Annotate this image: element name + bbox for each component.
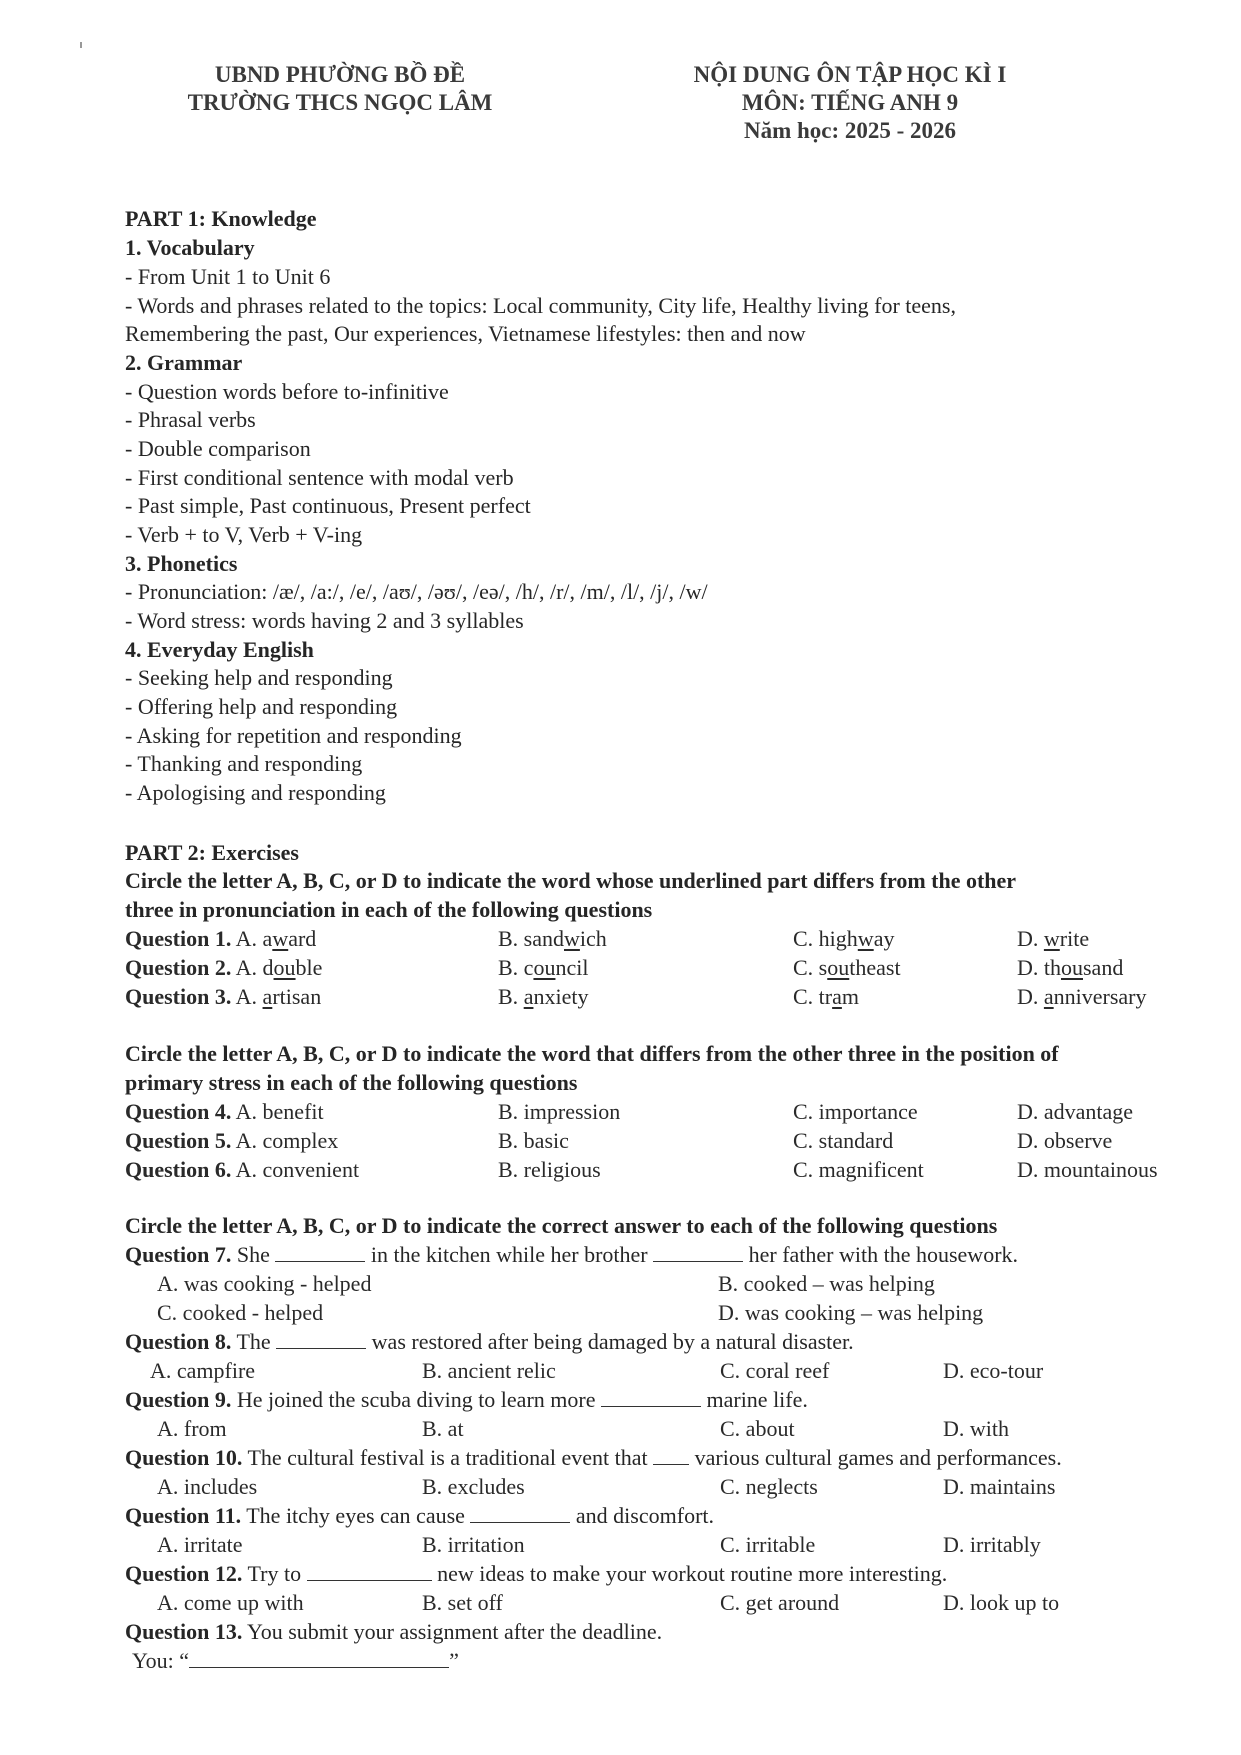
option-c[interactable]: C. standard — [793, 1128, 894, 1153]
vocab-item: Remembering the past, Our experiences, Vietnamese lifestyles: then and now — [125, 321, 806, 346]
option-b[interactable]: B. ancient relic — [422, 1358, 556, 1383]
option-a[interactable]: A. includes — [157, 1474, 258, 1499]
option-d[interactable]: D. advantage — [1017, 1099, 1134, 1124]
vocab-item: - Words and phrases related to the topics: Local community, City life, Healthy living for teens, — [125, 293, 956, 318]
option-b[interactable]: B. cooked – was helping — [718, 1271, 935, 1296]
option-d[interactable]: D. was cooking – was helping — [718, 1300, 984, 1325]
everyday-item: - Asking for repetition and responding — [125, 723, 462, 748]
option-a[interactable]: A. irritate — [157, 1532, 243, 1557]
everyday-item: - Offering help and responding — [125, 694, 398, 719]
header-left-line2: TRƯỜNG THCS NGỌC LÂM — [187, 90, 493, 115]
scan-mark — [80, 42, 82, 48]
grammar-item: - Double comparison — [125, 436, 311, 461]
option-d[interactable]: D. mountainous — [1017, 1157, 1158, 1182]
answer-blank[interactable] — [307, 1562, 432, 1581]
option-d[interactable]: D. anniversary — [1017, 984, 1147, 1009]
grammar-item: - Phrasal verbs — [125, 407, 256, 432]
option-c[interactable]: C. magnificent — [793, 1157, 924, 1182]
answer-blank[interactable] — [276, 1330, 366, 1349]
question-2 — [125, 955, 322, 981]
part2-title: PART 2: Exercises — [125, 840, 299, 865]
question-11: Question 11. The itchy eyes can cause and discomfort. — [125, 1503, 715, 1528]
option-c[interactable]: C. southeast — [793, 955, 901, 980]
option-b[interactable]: B. council — [498, 955, 589, 980]
option-a[interactable]: A. artisan — [235, 984, 322, 1009]
option-c[interactable]: C. importance — [793, 1099, 918, 1124]
option-a[interactable]: A. award — [235, 926, 317, 951]
stress-instruction: primary stress in each of the following questions — [125, 1070, 578, 1095]
everyday-title: 4. Everyday English — [125, 637, 314, 662]
option-c[interactable]: C. coral reef — [720, 1358, 830, 1383]
option-c[interactable]: C. cooked - helped — [157, 1300, 324, 1325]
option-a[interactable]: A. complex — [235, 1128, 339, 1153]
option-b[interactable]: B. anxiety — [498, 984, 589, 1009]
option-b[interactable]: B. basic — [498, 1128, 569, 1153]
option-a[interactable]: A. convenient — [235, 1157, 360, 1182]
answer-blank[interactable] — [653, 1446, 689, 1465]
everyday-item: - Seeking help and responding — [125, 665, 393, 690]
pron-instruction: Circle the letter A, B, C, or D to indicate the word whose underlined part differs from the other — [125, 868, 1017, 893]
grammar-item: - First conditional sentence with modal verb — [125, 465, 514, 490]
question-13: Question 13. You submit your assignment after the deadline. — [125, 1619, 663, 1644]
pron-instruction: three in pronunciation in each of the following questions — [125, 897, 653, 922]
option-d[interactable]: D. eco-tour — [943, 1358, 1044, 1383]
option-a[interactable]: A. was cooking - helped — [157, 1271, 372, 1296]
option-d[interactable]: D. observe — [1017, 1128, 1113, 1153]
grammar-item: - Question words before to-infinitive — [125, 379, 449, 404]
option-b[interactable]: B. excludes — [422, 1474, 525, 1499]
option-a[interactable]: A. benefit — [235, 1099, 324, 1124]
option-a[interactable]: A. double — [235, 955, 323, 980]
answer-blank[interactable] — [189, 1649, 449, 1668]
option-c[interactable]: C. highway — [793, 926, 895, 951]
question-12: Question 12. Try to new ideas to make your workout routine more interesting. — [125, 1561, 948, 1586]
question-1 — [125, 926, 316, 952]
vocab-title: 1. Vocabulary — [125, 235, 255, 260]
option-d[interactable]: D. with — [943, 1416, 1009, 1441]
option-c[interactable]: C. irritable — [720, 1532, 816, 1557]
header-right-line3: Năm học: 2025 - 2026 — [743, 118, 957, 143]
answer-blank[interactable] — [275, 1243, 365, 1262]
option-c[interactable]: C. get around — [720, 1590, 840, 1615]
header-left-line1: UBND PHƯỜNG BỒ ĐỀ — [214, 62, 466, 87]
question-6: Question 6. A. convenient — [125, 1157, 360, 1182]
vocab-item: - From Unit 1 to Unit 6 — [125, 264, 331, 289]
option-d[interactable]: D. write — [1017, 926, 1090, 951]
option-c[interactable]: C. about — [720, 1416, 795, 1441]
question-8: Question 8. The was restored after being damaged by a natural disaster. — [125, 1329, 854, 1354]
option-b[interactable]: B. irritation — [422, 1532, 525, 1557]
option-d[interactable]: D. look up to — [943, 1590, 1060, 1615]
you-response: You: “ ” — [132, 1648, 459, 1673]
question-9: Question 9. He joined the scuba diving to learn more marine life. — [125, 1387, 808, 1412]
answer-blank[interactable] — [653, 1243, 743, 1262]
question-10: Question 10. The cultural festival is a traditional event that various cultural games and performances. — [125, 1445, 1062, 1470]
question-4: Question 4. A. benefit — [125, 1099, 324, 1124]
option-c[interactable]: C. tram — [793, 984, 860, 1009]
mc-instruction: Circle the letter A, B, C, or D to indicate the correct answer to each of the following questions — [125, 1213, 998, 1238]
option-b[interactable]: B. impression — [498, 1099, 621, 1124]
question-label: Question 1. — [125, 926, 232, 951]
everyday-item: - Apologising and responding — [125, 780, 386, 805]
option-b[interactable]: B. religious — [498, 1157, 601, 1182]
phonetics-item: - Word stress: words having 2 and 3 syllables — [125, 608, 524, 633]
option-d[interactable]: D. irritably — [943, 1532, 1041, 1557]
header-right-line2: MÔN: TIẾNG ANH 9 — [741, 90, 959, 115]
question-7: Question 7. She in the kitchen while her brother her father with the housework. — [125, 1242, 1019, 1267]
header-right-line1: NỘI DUNG ÔN TẬP HỌC KÌ I — [693, 62, 1007, 87]
answer-blank[interactable] — [470, 1504, 570, 1523]
phonetics-item: - Pronunciation: /æ/, /a:/, /e/, /aʊ/, /əʊ/, /eə/, /h/, /r/, /m/, /l/, /j/, /w/ — [125, 579, 708, 604]
grammar-title: 2. Grammar — [125, 350, 243, 375]
part1-title: PART 1: Knowledge — [125, 206, 317, 231]
question-label: Question 3. — [125, 984, 232, 1009]
phonetics-title: 3. Phonetics — [125, 551, 238, 576]
option-d[interactable]: D. thousand — [1017, 955, 1124, 980]
grammar-item: - Past simple, Past continuous, Present perfect — [125, 493, 531, 518]
stress-instruction: Circle the letter A, B, C, or D to indicate the word that differs from the other three in the position of — [125, 1041, 1059, 1066]
option-a[interactable]: A. campfire — [150, 1358, 256, 1383]
grammar-item: - Verb + to V, Verb + V-ing — [125, 522, 363, 547]
option-b[interactable]: B. set off — [422, 1590, 503, 1615]
option-a[interactable]: A. from — [157, 1416, 227, 1441]
question-3 — [125, 984, 321, 1010]
question-label: Question 2. — [125, 955, 232, 980]
question-5: Question 5. A. complex — [125, 1128, 339, 1153]
option-b[interactable]: B. sandwich — [498, 926, 607, 951]
everyday-item: - Thanking and responding — [125, 751, 363, 776]
option-c[interactable]: C. neglects — [720, 1474, 818, 1499]
option-d[interactable]: D. maintains — [943, 1474, 1056, 1499]
option-a[interactable]: A. come up with — [157, 1590, 304, 1615]
option-b[interactable]: B. at — [422, 1416, 464, 1441]
answer-blank[interactable] — [601, 1388, 701, 1407]
